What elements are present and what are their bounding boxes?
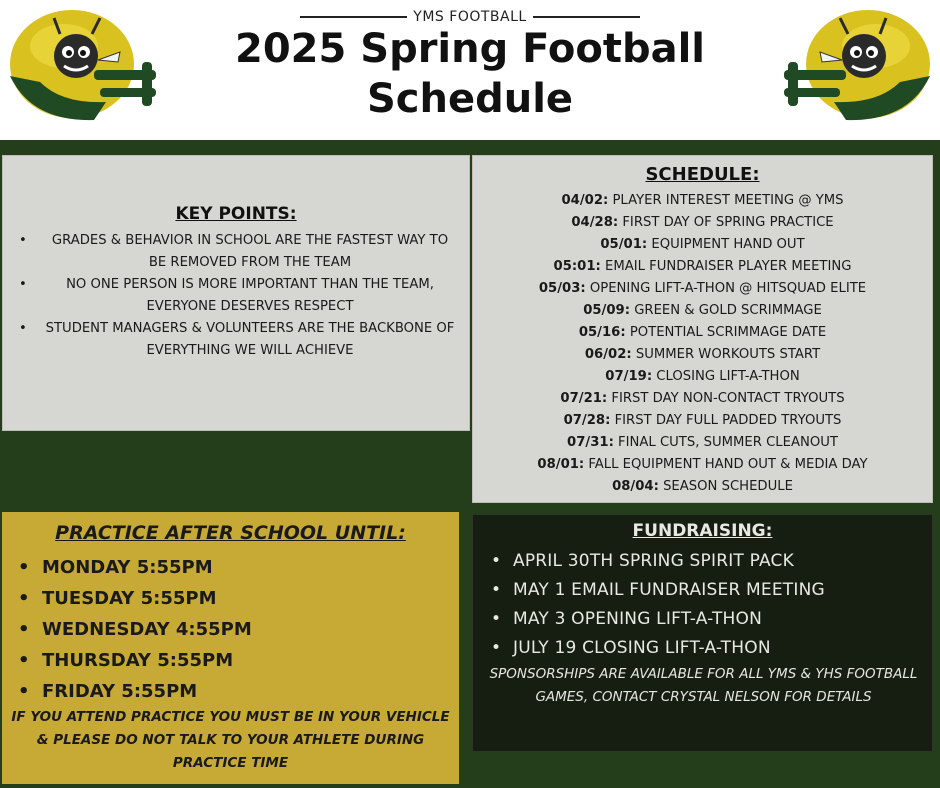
fundraising-item	[491, 634, 825, 663]
fundraising-text: MAY 1 EMAIL FUNDRAISER MEETING	[513, 580, 825, 600]
schedule-date: 08/01:	[537, 457, 585, 472]
schedule-date: 07/28:	[563, 413, 611, 428]
key-point-text: GRADES & BEHAVIOR IN SCHOOL ARE THE FASTEST WAY TO BE REMOVED FROM THE TEAM	[51, 233, 449, 270]
fundraising-text: APRIL 30TH SPRING SPIRIT PACK	[513, 551, 794, 571]
practice-panel	[2, 512, 459, 784]
bullet-icon: •	[18, 650, 30, 671]
schedule-item	[473, 278, 932, 300]
practice-day	[18, 552, 252, 583]
schedule-item	[473, 212, 932, 234]
schedule-date: 04/28:	[571, 215, 619, 230]
schedule-event: FINAL CUTS, SUMMER CLEANOUT	[618, 435, 838, 450]
schedule-date: 05/03:	[538, 281, 586, 296]
schedule-date: 07/21:	[560, 391, 608, 406]
schedule-event: CLOSING LIFT-A-THON	[656, 369, 800, 384]
practice-day-text: MONDAY 5:55PM	[42, 557, 213, 578]
key-points-panel	[2, 155, 470, 431]
fundraising-text: JULY 19 CLOSING LIFT-A-THON	[513, 638, 771, 658]
schedule-date: 06/02:	[584, 347, 632, 362]
practice-day-text: THURSDAY 5:55PM	[42, 650, 234, 671]
tagline-rule-right	[533, 16, 640, 18]
schedule-heading: SCHEDULE:	[645, 164, 760, 185]
bullet-icon: •	[19, 277, 27, 292]
schedule-event: FIRST DAY OF SPRING PRACTICE	[622, 215, 834, 230]
fundraising-item	[491, 605, 825, 634]
schedule-event: PLAYER INTEREST MEETING @ YMS	[612, 193, 844, 208]
key-points-heading: KEY POINTS:	[175, 204, 297, 224]
schedule-date: 08/04:	[612, 479, 659, 494]
schedule-event: OPENING LIFT-A-THON @ HITSQUAD ELITE	[589, 281, 867, 296]
bullet-icon: •	[18, 588, 30, 609]
tagline-text: YMS FOOTBALL	[413, 9, 527, 25]
fundraising-text: MAY 3 OPENING LIFT-A-THON	[513, 609, 763, 629]
practice-heading: PRACTICE AFTER SCHOOL UNTIL:	[55, 522, 406, 544]
list-item	[17, 274, 457, 318]
fundraising-item	[491, 576, 825, 605]
schedule-event: FIRST DAY NON-CONTACT TRYOUTS	[611, 391, 845, 406]
schedule-event: SEASON SCHEDULE	[663, 479, 793, 494]
practice-day-text: WEDNESDAY 4:55PM	[42, 619, 252, 640]
tagline-rule-left	[300, 16, 407, 18]
schedule-date: 05/01:	[600, 237, 648, 252]
football-helmet-icon	[778, 4, 938, 132]
schedule-date: 04/02:	[561, 193, 609, 208]
bullet-icon: •	[18, 557, 30, 578]
sponsorship-note: SPONSORSHIPS ARE AVAILABLE FOR ALL YMS & YHS FOOTBALL GAMES, CONTACT CRYSTAL NELSON FOR DETAILS	[489, 666, 918, 705]
schedule-event: EMAIL FUNDRAISER PLAYER MEETING	[605, 259, 852, 274]
schedule-item	[473, 410, 932, 432]
bullet-icon: •	[491, 638, 502, 658]
list-item	[17, 230, 457, 274]
practice-day-text: TUESDAY 5:55PM	[42, 588, 217, 609]
schedule-date: 07/19:	[605, 369, 653, 384]
schedule-list	[473, 190, 932, 498]
schedule-item	[473, 322, 932, 344]
schedule-item	[473, 476, 932, 498]
football-helmet-icon	[2, 4, 162, 132]
schedule-event: GREEN & GOLD SCRIMMAGE	[634, 303, 822, 318]
bullet-icon: •	[19, 321, 27, 336]
schedule-item	[473, 256, 932, 278]
bullet-icon: •	[491, 551, 502, 571]
practice-days-list	[18, 552, 252, 707]
schedule-item	[473, 190, 932, 212]
schedule-item	[473, 344, 932, 366]
schedule-event: EQUIPMENT HAND OUT	[651, 237, 805, 252]
bullet-icon: •	[491, 609, 502, 629]
schedule-event: SUMMER WORKOUTS START	[635, 347, 821, 362]
schedule-item	[473, 300, 932, 322]
schedule-item	[473, 366, 932, 388]
schedule-item	[473, 388, 932, 410]
fundraising-panel	[472, 514, 933, 752]
fundraising-list	[491, 547, 825, 663]
practice-day	[18, 614, 252, 645]
practice-day	[18, 645, 252, 676]
key-points-list	[17, 230, 457, 362]
header	[0, 0, 940, 140]
schedule-item	[473, 234, 932, 256]
key-point-text: STUDENT MANAGERS & VOLUNTEERS ARE THE BACKBONE OF EVERYTHING WE WILL ACHIEVE	[45, 321, 455, 358]
bullet-icon: •	[19, 233, 27, 248]
key-point-text: NO ONE PERSON IS MORE IMPORTANT THAN THE TEAM, EVERYONE DESERVES RESPECT	[66, 277, 434, 314]
practice-day	[18, 676, 252, 707]
schedule-item	[473, 432, 932, 454]
schedule-date: 05/16:	[578, 325, 626, 340]
schedule-event: POTENTIAL SCRIMMAGE DATE	[629, 325, 827, 340]
bullet-icon: •	[491, 580, 502, 600]
bullet-icon: •	[18, 681, 30, 702]
practice-day	[18, 583, 252, 614]
schedule-event: FALL EQUIPMENT HAND OUT & MEDIA DAY	[588, 457, 868, 472]
fundraising-heading: FUNDRAISING:	[632, 521, 773, 541]
schedule-date: 07/31:	[567, 435, 614, 450]
schedule-panel	[472, 155, 933, 503]
schedule-event: FIRST DAY FULL PADDED TRYOUTS	[614, 413, 842, 428]
list-item	[17, 318, 457, 362]
schedule-item	[473, 454, 932, 476]
fundraising-item	[491, 547, 825, 576]
practice-day-text: FRIDAY 5:55PM	[42, 681, 198, 702]
bullet-icon: •	[18, 619, 30, 640]
schedule-date: 05:01:	[553, 259, 601, 274]
practice-note: IF YOU ATTEND PRACTICE YOU MUST BE IN YOUR VEHICLE & PLEASE DO NOT TALK TO YOUR ATHLETE DURING PRACTICE TIME	[11, 709, 450, 771]
schedule-date: 05/09:	[583, 303, 630, 318]
page-title: 2025 Spring Football Schedule	[235, 26, 705, 122]
